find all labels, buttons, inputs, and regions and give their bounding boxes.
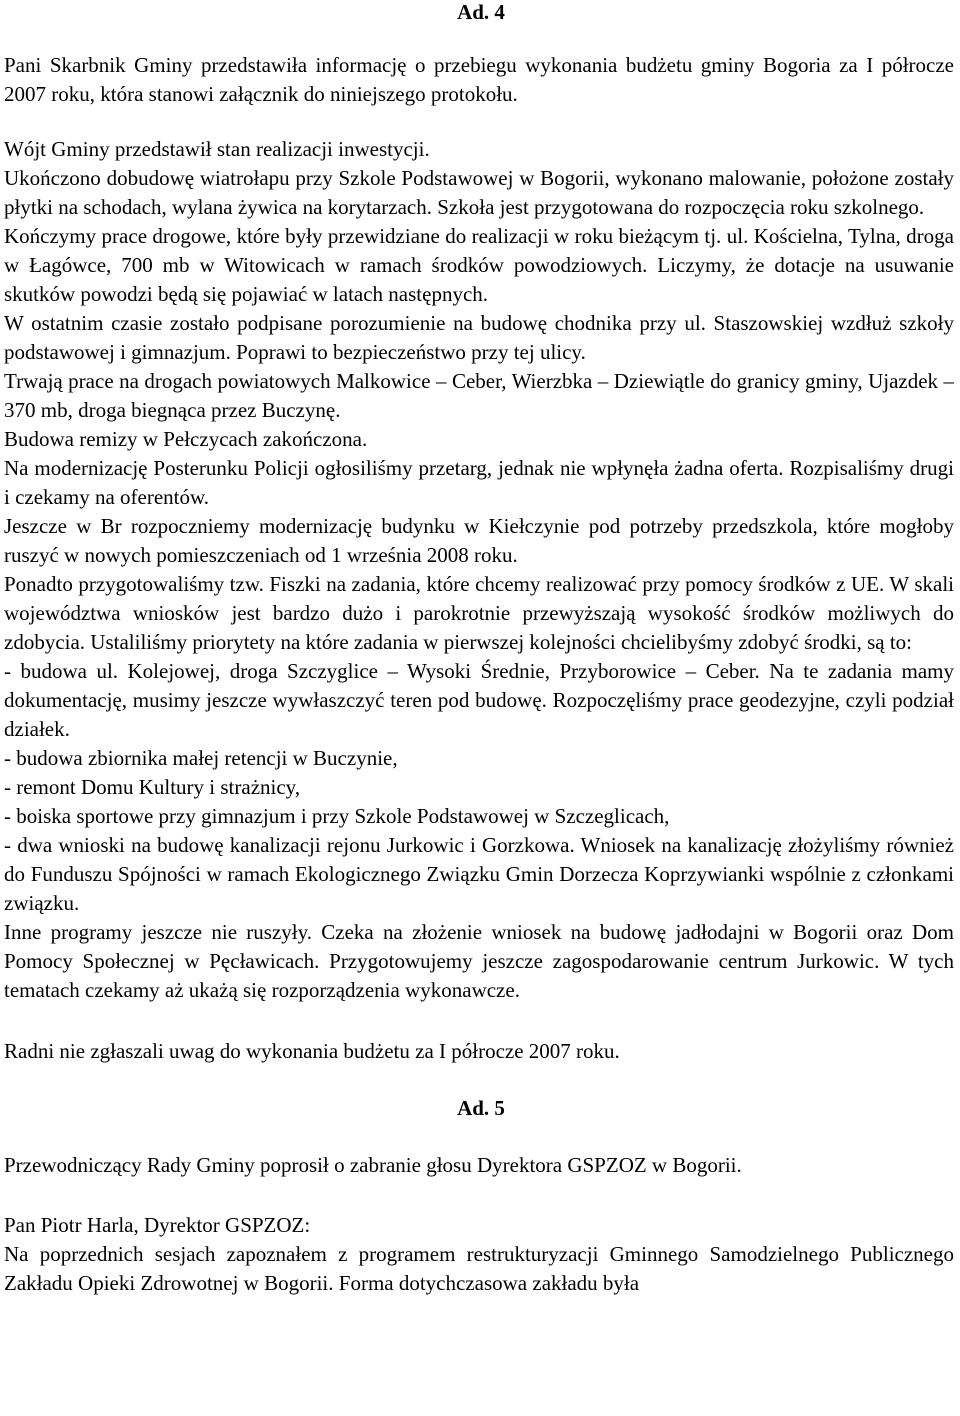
paragraph-police-post: Na modernizację Posterunku Policji ogłosiliśmy przetarg, jednak nie wpłynęła żadna oferta. Rozpisaliśmy drugi i czekamy na oferentów. [4,456,954,509]
paragraph-school-works: Ukończono dobudowę wiatrołapu przy Szkole Podstawowej w Bogorii, wykonano malowanie, położone zostały płytki na schodach, wylana żywica na korytarzach. Szkoła jest przygotowana do rozpoczęcia roku szkolnego. [4,166,954,219]
paragraph-road-works: Kończymy prace drogowe, które były przewidziane do realizacji w roku bieżącym tj. ul. Kościelna, Tylna, droga w Łagówce, 700 mb w Witowicach w ramach środków powodziowych. Liczymy, że dotacje na usuwanie skutków powodzi będą się pojawiać w latach następnych. [4,224,954,306]
paragraph-wojt-intro: Wójt Gminy przedstawił stan realizacji inwestycji. [4,137,430,161]
list-item-roads: - budowa ul. Kolejowej, droga Szczyglice – Wysoki Średnie, Przyborowice – Ceber. Na te zadania mamy dokumentację, musimy jeszcze wywłaszczyć teren pod budowę. Rozpoczęliśmy prace geodezyjne, czyli podział działek. [4,659,954,741]
paragraph-councillors-remarks: Radni nie zgłaszali uwag do wykonania budżetu za I półrocze 2007 roku. [4,1039,620,1063]
list-item-culture-house: - remont Domu Kultury i strażnicy, [4,775,301,799]
paragraph-eu-funds: Ponadto przygotowaliśmy tzw. Fiszki na zadania, które chcemy realizować przy pomocy środków z UE. W skali województwa wniosków jest bardzo dużo i parokrotnie przewyższają wysokość środków możliwych do zdobycia. Ustaliliśmy priorytety na które zadania w pierwszej kolejności chcielibyśmy zdobyć środki, są to: [4,572,954,654]
paragraph-kindergarten: Jeszcze w Br rozpoczniemy modernizację budynku w Kiełczynie pod potrzeby przedszkola, które mogłoby ruszyć w nowych pomieszczeniach od 1 września 2008 roku. [4,514,954,567]
paragraph-speaker: Pan Piotr Harla, Dyrektor GSPZOZ: [4,1213,311,1237]
paragraph-chairman-request: Przewodniczący Rady Gminy poprosił o zabranie głosu Dyrektora GSPZOZ w Bogorii. [4,1153,742,1177]
heading-ad-5: Ad. 5 [457,1096,505,1120]
heading-ad-4: Ad. 4 [457,0,505,24]
paragraph-sidewalk: W ostatnim czasie zostało podpisane porozumienie na budowę chodnika przy ul. Staszowskiej wzdłuż szkoły podstawowej i gimnazjum. Poprawi to bezpieczeństwo przy tej ulicy. [4,311,954,364]
list-item-sewage: - dwa wnioski na budowę kanalizacji rejonu Jurkowic i Gorzkowa. Wniosek na kanalizację złożyliśmy również do Funduszu Spójności w ramach Ekologicznego Związku Gmin Dorzecza Koprzywianki wspólnie z członkami związku. [4,833,954,915]
list-item-reservoir: - budowa zbiornika małej retencji w Buczynie, [4,746,398,770]
paragraph-other-programs: Inne programy jeszcze nie ruszyły. Czeka na złożenie wniosek na budowę jadłodajni w Bogorii oraz Dom Pomocy Społecznej w Pęcławicach. Przygotowujemy jeszcze zagospodarowanie centrum Jurkowic. W tych tematach czekamy aż ukażą się rozporządzenia wykonawcze. [4,920,954,1002]
paragraph-fire-station: Budowa remizy w Pełczycach zakończona. [4,427,368,451]
paragraph-restructuring: Na poprzednich sesjach zapoznałem z programem restrukturyzacji Gminnego Samodzielnego Publicznego Zakładu Opieki Zdrowotnej w Bogorii. Forma dotychczasowa zakładu była [4,1242,954,1295]
paragraph-skarbnik-report: Pani Skarbnik Gminy przedstawiła informację o przebiegu wykonania budżetu gminy Bogoria za I półrocze 2007 roku, która stanowi załącznik do niniejszego protokołu. [4,53,954,106]
list-item-sports-fields: - boiska sportowe przy gimnazjum i przy Szkole Podstawowej w Szczeglicach, [4,804,670,828]
paragraph-county-roads: Trwają prace na drogach powiatowych Malkowice – Ceber, Wierzbka – Dziewiątle do granicy gminy, Ujazdek – 370 mb, droga biegnąca przez Buczynę. [4,369,954,422]
